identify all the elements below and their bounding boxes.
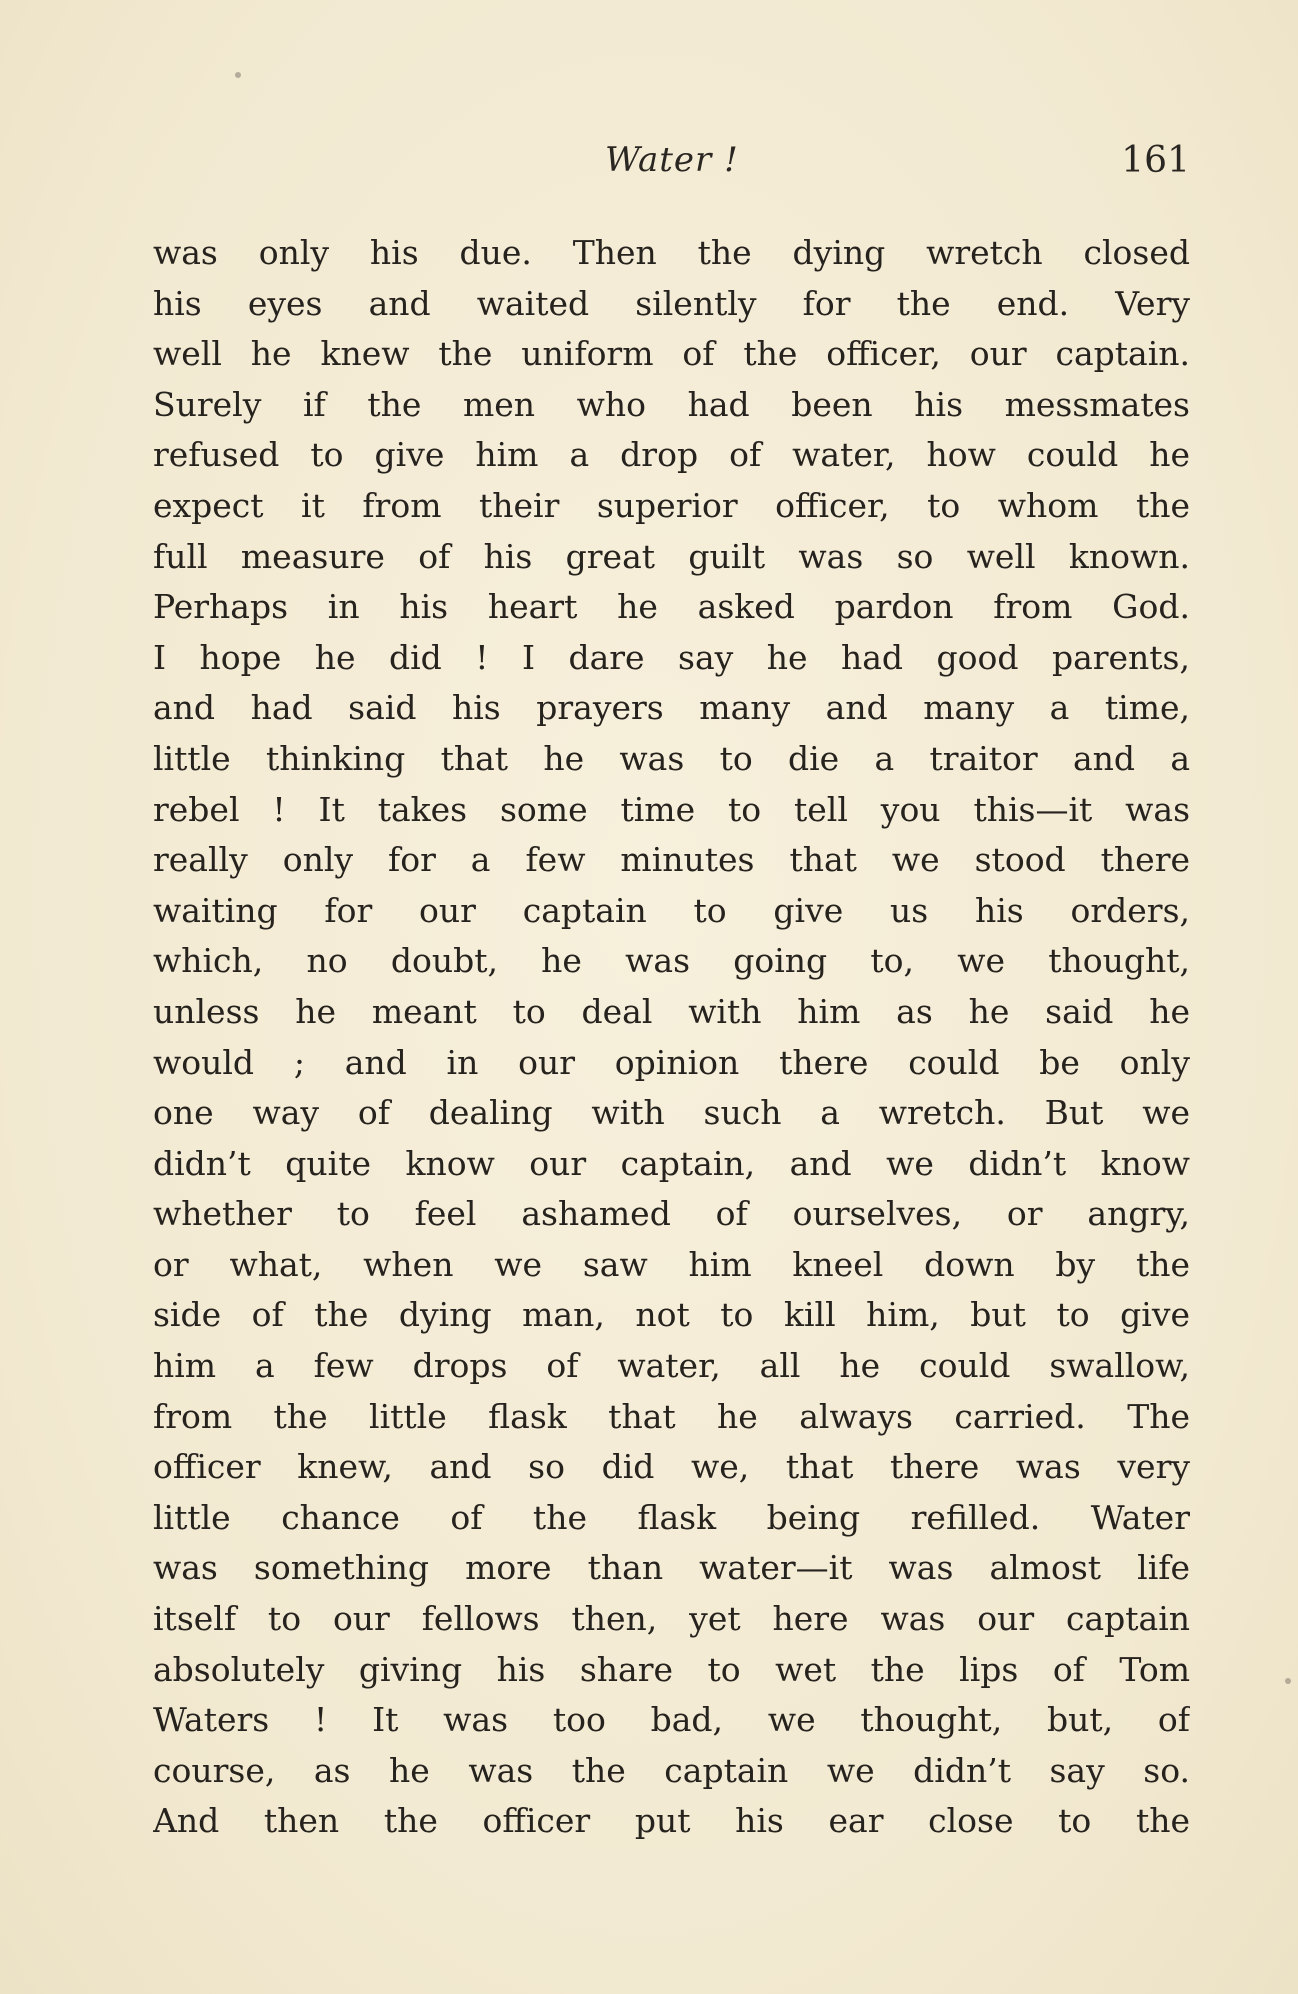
text-line: course, as he was the captain we didn’t say so. xyxy=(153,1750,1190,1790)
text-line: Waters ! It was too bad, we thought, but, of xyxy=(153,1700,1190,1740)
text-line: I hope he did ! I dare say he had good parents, xyxy=(153,637,1190,677)
running-title: Water ! xyxy=(605,140,739,180)
text-line: which, no doubt, he was going to, we thought, xyxy=(153,941,1190,981)
text-line: itself to our fellows then, yet here was our captain xyxy=(153,1599,1190,1639)
page-number: 161 xyxy=(1121,140,1190,181)
text-line: didn’t quite know our captain, and we didn’t know xyxy=(153,1143,1190,1183)
text-line: from the little flask that he always carried. The xyxy=(153,1396,1190,1436)
paper-speck xyxy=(1285,1678,1291,1684)
text-line: rebel ! It takes some time to tell you this—it was xyxy=(153,789,1190,829)
text-line: Surely if the men who had been his messmates xyxy=(153,384,1190,424)
page-header xyxy=(155,140,1190,190)
text-line: little thinking that he was to die a traitor and a xyxy=(153,738,1190,778)
text-line: expect it from their superior officer, to whom the xyxy=(153,485,1190,525)
text-line: Perhaps in his heart he asked pardon from God. xyxy=(153,587,1190,627)
text-line: officer knew, and so did we, that there was very xyxy=(153,1447,1190,1487)
text-line: would ; and in our opinion there could be only xyxy=(153,1042,1190,1082)
text-line: absolutely giving his share to wet the lips of Tom xyxy=(153,1649,1190,1689)
text-line: full measure of his great guilt was so well known. xyxy=(153,536,1190,576)
text-line: unless he meant to deal with him as he said he xyxy=(153,991,1190,1031)
text-line: was something more than water—it was almost life xyxy=(153,1548,1190,1588)
text-line: his eyes and waited silently for the end. Very xyxy=(153,283,1190,323)
text-line: really only for a few minutes that we stood there xyxy=(153,840,1190,880)
text-line: or what, when we saw him kneel down by the xyxy=(153,1244,1190,1284)
text-line: little chance of the flask being refilled. Water xyxy=(153,1497,1190,1537)
text-line: waiting for our captain to give us his orders, xyxy=(153,890,1190,930)
text-line: was only his due. Then the dying wretch closed xyxy=(153,233,1190,272)
text-line: him a few drops of water, all he could swallow, xyxy=(153,1346,1190,1386)
paper-speck xyxy=(235,72,241,78)
text-line: well he knew the uniform of the officer, our captain. xyxy=(153,334,1190,374)
text-line: and had said his prayers many and many a time, xyxy=(153,688,1190,728)
text-line: side of the dying man, not to kill him, but to give xyxy=(153,1295,1190,1335)
text-line: refused to give him a drop of water, how could he xyxy=(153,435,1190,475)
text-line: whether to feel ashamed of ourselves, or angry, xyxy=(153,1194,1190,1234)
text-line: one way of dealing with such a wretch. But we xyxy=(153,1093,1190,1133)
body-text xyxy=(153,228,1190,1847)
text-line: And then the officer put his ear close to the xyxy=(153,1801,1190,1841)
